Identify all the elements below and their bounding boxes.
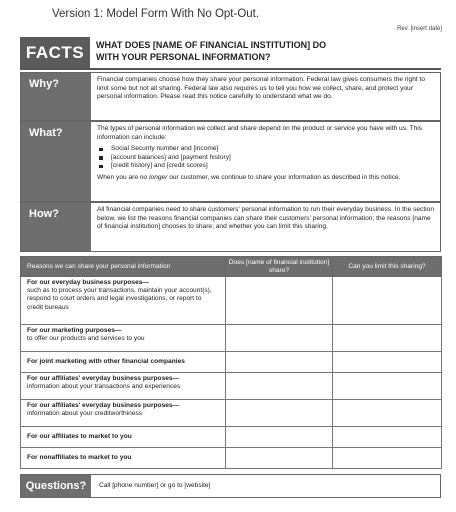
table-row [21,352,442,373]
column-header-does-share: Does [name of financial institution] share? [226,257,333,277]
revision-date: Rev. [insert date] [397,26,442,32]
why-section [20,72,441,121]
does-share-cell[interactable] [226,352,333,373]
table-row [21,277,442,325]
table-header-row [21,257,442,277]
reason-cell [21,427,226,448]
reason-title: For nonaffiliates to market to you [27,453,132,461]
sharing-reasons-table [20,256,442,469]
reason-detail: information about your transactions and experiences [27,383,181,391]
reason-cell [21,352,226,373]
what-closing-pre: When you are [97,173,140,181]
what-label: What? [21,122,91,201]
reason-detail: to offer our products and services to you [27,335,145,343]
what-intro: The types of personal information we collect and share depend on the product or service you have with us. This information can include: [97,125,422,141]
reason-detail: such as to process your transactions, maintain your account(s), respond to court orders and legal investigations, or report to credit bureaus [27,287,212,311]
can-limit-cell[interactable] [333,277,442,325]
does-share-cell[interactable] [226,427,333,448]
can-limit-cell[interactable] [333,325,442,352]
column-header-can-limit: Can you limit this sharing? [333,257,442,277]
does-share-cell[interactable] [226,400,333,427]
reason-detail: information about your creditworthiness [27,410,143,418]
reason-cell [21,373,226,400]
version-label: Version 1: Model Form With No Opt-Out. [52,8,260,20]
how-text: All financial companies need to share customers' personal information to run their everyday business. In the section below, we list the reasons financial companies can share their customers' personal information; the reasons [name of financial institution] chooses to share; and whether you can limit this sharing. [97,206,434,231]
can-limit-cell[interactable] [333,448,442,469]
table-row [21,427,442,448]
does-share-cell[interactable] [226,325,333,352]
reason-title: For our affiliates' everyday business purposes— [27,402,180,409]
table-row [21,373,442,400]
column-header-reasons: Reasons we can share your personal information [21,257,226,277]
reason-cell [21,400,226,427]
table-row [21,325,442,352]
title-divider [20,68,441,70]
what-text [97,125,436,183]
can-limit-cell[interactable] [333,352,442,373]
reason-title: For our affiliates to market to you [27,432,132,440]
why-text: Financial companies choose how they share your personal information. Federal law gives consumers the right to limit some but not all sharing. Federal law also requires us to tell you how we collect, share, and protect your personal information. Please read this notice carefully to understand what we do. [97,76,426,101]
how-label: How? [21,203,91,251]
questions-contact: Call [phone number] or go to [website] [99,482,211,489]
table-row [21,400,442,427]
reason-title: For our marketing purposes— [27,327,122,334]
questions-label: Questions? [21,475,91,497]
what-closing-emphasis: no longer [139,173,168,181]
reason-title: For our affiliates' everyday business purposes— [27,375,180,382]
info-type-list [97,145,436,171]
page-title [96,40,441,63]
list-item: [account balances] and [payment history] [97,154,436,163]
what-section [20,121,441,202]
list-item: Social Security number and [income] [97,145,436,154]
what-closing [97,174,436,183]
reason-cell [21,277,226,325]
page-title-line-1: WHAT DOES [NAME OF FINANCIAL INSTITUTION] DO [96,40,327,50]
facts-badge: FACTS [20,37,90,68]
questions-section [20,474,441,498]
table-row [21,448,442,469]
reason-title: For our everyday business purposes— [27,279,150,286]
does-share-cell[interactable] [226,373,333,400]
can-limit-cell[interactable] [333,400,442,427]
can-limit-cell[interactable] [333,373,442,400]
reason-cell [21,325,226,352]
list-item: [credit history] and [credit scores] [97,162,436,171]
does-share-cell[interactable] [226,448,333,469]
can-limit-cell[interactable] [333,427,442,448]
does-share-cell[interactable] [226,277,333,325]
reason-cell [21,448,226,469]
what-closing-post: our customer, we continue to share your information as described in this notice. [167,173,401,181]
page-title-line-2: WITH YOUR PERSONAL INFORMATION? [96,51,271,62]
reason-title: For joint marketing with other financial companies [27,357,185,365]
why-label: Why? [21,73,91,120]
how-section [20,202,441,252]
